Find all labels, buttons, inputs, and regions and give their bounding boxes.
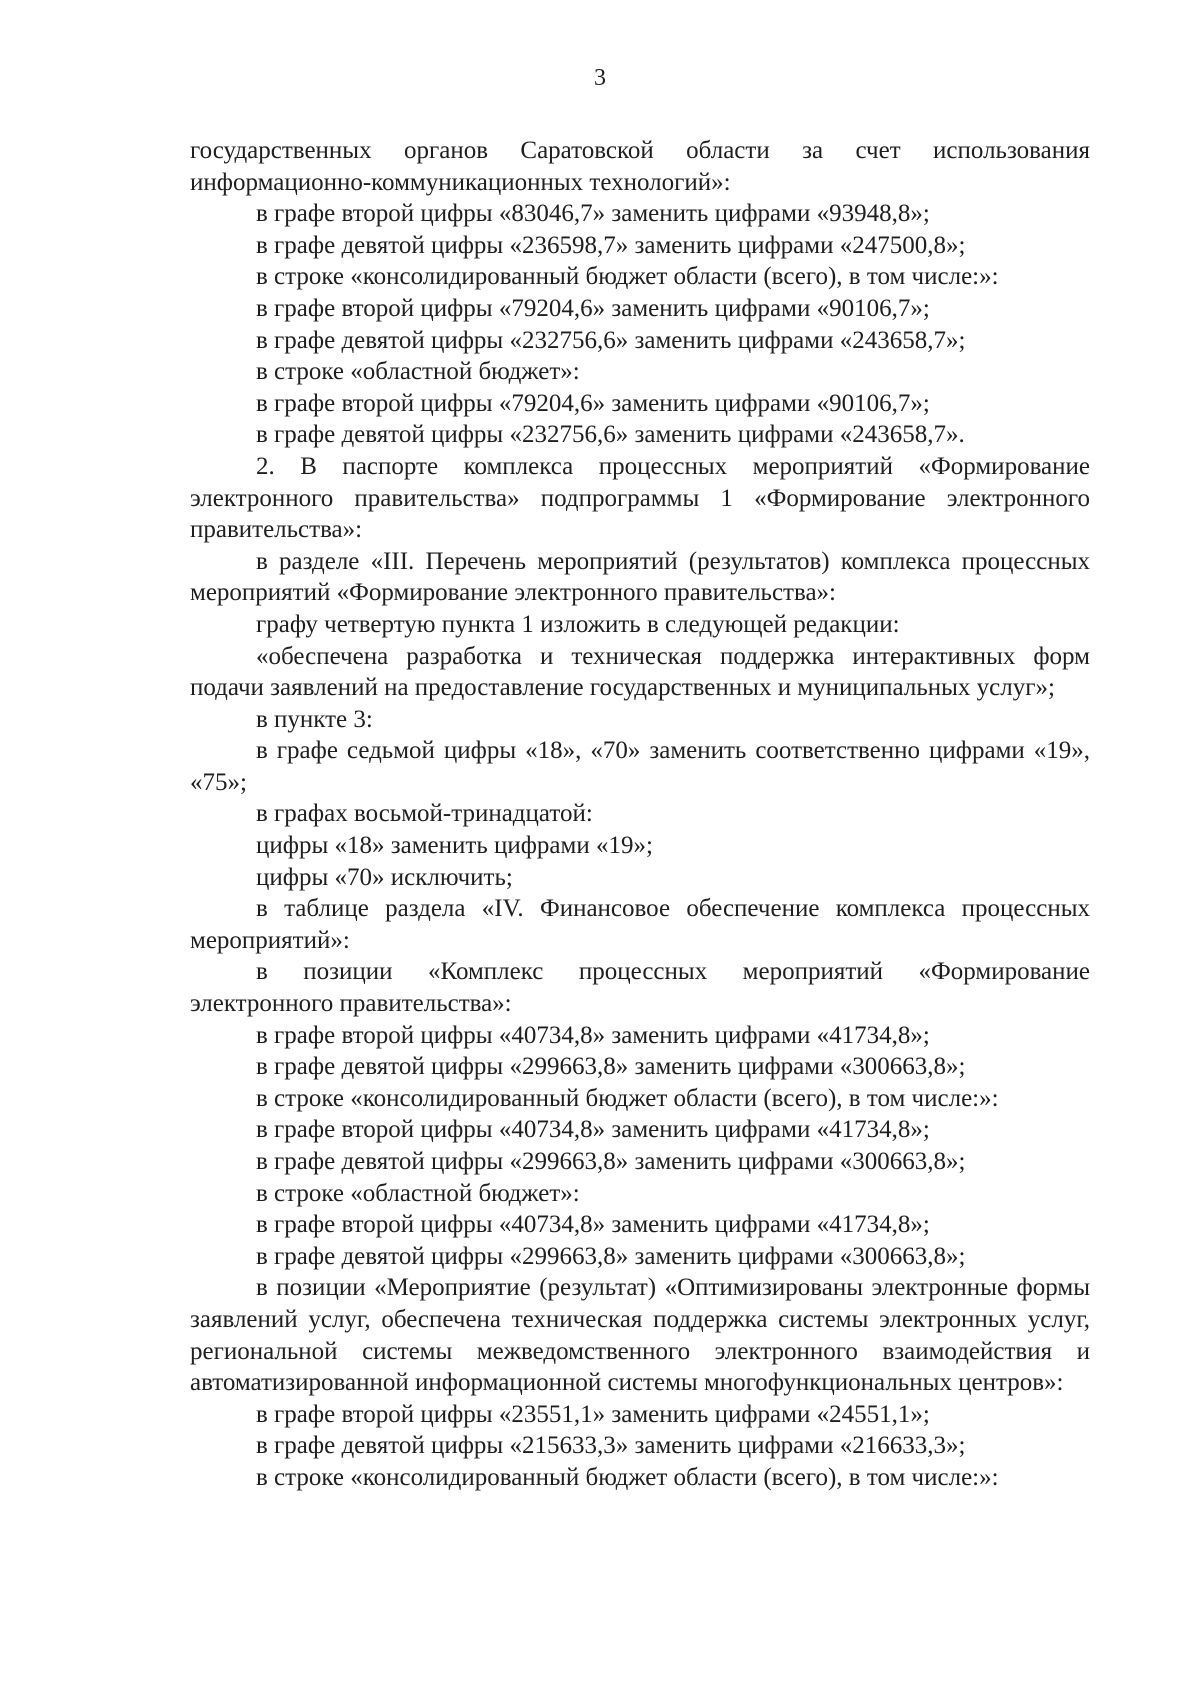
paragraph: в графе девятой цифры «299663,8» заменить цифрами «300663,8»; [256,1148,966,1175]
paragraph: в графе девятой цифры «232756,6» заменить цифрами «243658,7». [256,421,965,449]
paragraph: графу четвертую пункта 1 изложить в следующей редакции: [256,610,900,638]
paragraph: в графе второй цифры «40734,8» заменить цифрами «41734,8»; [256,1021,930,1049]
paragraph: в строке «консолидированный бюджет области (всего), в том числе:»: [256,1463,999,1491]
page-number: 3 [594,65,606,91]
paragraph: в графе второй цифры «79204,6» заменить цифрами «90106,7»; [256,294,930,322]
paragraph: в строке «областной бюджет»: [256,358,580,386]
paragraph: в разделе «III. Перечень мероприятий (результатов) комплекса процессных мероприятий «Формирование электронного правительства»: [190,547,1090,607]
paragraph: в графе второй цифры «23551,1» заменить цифрами «24551,1»; [256,1400,930,1428]
paragraph: государственных органов Саратовской области за счет использования информационно-коммуникационных технологий»: [190,137,1090,196]
paragraph: цифры «70» исключить; [256,863,513,891]
paragraph: в графе девятой цифры «232756,6» заменить цифрами «243658,7»; [256,326,966,354]
paragraph: в пункте 3: [256,705,373,733]
paragraph: 2. В паспорте комплекса процессных мероприятий «Формирование электронного правительства» подпрограммы 1 «Формирование электронного правительства»: [190,452,1090,544]
paragraph: «обеспечена разработка и техническая поддержка интерактивных форм подачи заявлений на предоставление государственных и муниципальных услуг»; [190,642,1090,702]
paragraph: в графе седьмой цифры «18», «70» заменить соответственно цифрами «19», «75»; [190,737,1090,796]
paragraph: в графе девятой цифры «299663,8» заменить цифрами «300663,8»; [256,1242,966,1270]
paragraph: в строке «консолидированный бюджет области (всего), в том числе:»: [256,1084,999,1112]
paragraph: в графе второй цифры «40734,8» заменить цифрами «41734,8»; [256,1116,930,1144]
paragraph: в графе второй цифры «40734,8» заменить цифрами «41734,8»; [256,1211,930,1239]
paragraph: в графе девятой цифры «215633,3» заменить цифрами «216633,3»; [256,1432,966,1460]
paragraph: в графе второй цифры «79204,6» заменить цифрами «90106,7»; [256,389,930,417]
paragraph: в графе девятой цифры «236598,7» заменить цифрами «247500,8»; [256,231,966,259]
paragraph: в графе девятой цифры «299663,8» заменить цифрами «300663,8»; [256,1053,966,1081]
paragraph: в строке «консолидированный бюджет области (всего), в том числе:»: [256,263,999,291]
document-body [190,135,1090,1494]
paragraph: в графах восьмой-тринадцатой: [256,800,593,828]
paragraph: в графе второй цифры «83046,7» заменить цифрами «93948,8»; [256,200,930,228]
paragraph: в строке «областной бюджет»: [256,1179,580,1207]
paragraph: в позиции «Мероприятие (результат) «Оптимизированы электронные формы заявлений услуг, обеспечена техническая поддержка системы электронных услуг, региональной системы межведомственного электронного взаимодействия и автоматизированной информационной системы многофункциональных центров»: [190,1274,1090,1397]
paragraph: в таблице раздела «IV. Финансовое обеспечение комплекса процессных мероприятий»: [190,895,1090,954]
paragraph: в позиции «Комплекс процессных мероприятий «Формирование электронного правительства»: [190,958,1090,1018]
paragraph: цифры «18» заменить цифрами «19»; [256,832,653,860]
